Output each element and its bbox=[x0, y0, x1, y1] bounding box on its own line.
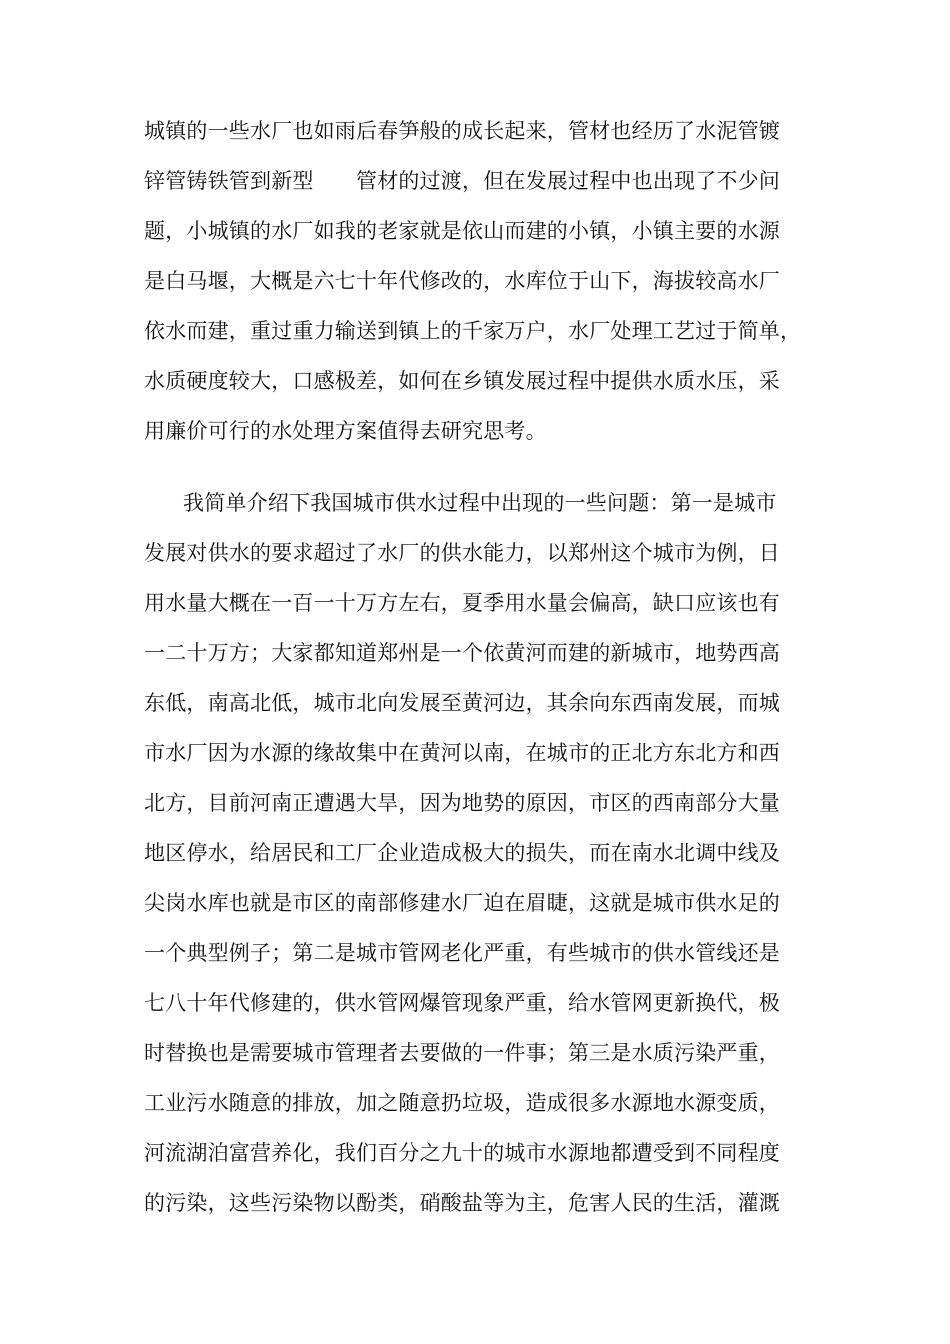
text-line: 城镇的一些水厂也如雨后春笋般的成长起来，管材也经历了水泥管镀 bbox=[144, 119, 780, 143]
text-line: 时替换也是需要城市管理者去要做的一件事；第三是水质污染严重， bbox=[144, 1041, 780, 1065]
text-line: 河流湖泊富营养化，我们百分之九十的城市水源地都遭受到不同程度 bbox=[144, 1141, 780, 1165]
text-line: 是白马堰，大概是六七十年代修改的，水库位于山下，海拔较高水厂 bbox=[144, 269, 780, 293]
text-line: 市水厂因为水源的缘故集中在黄河以南，在城市的正北方东北方和西 bbox=[144, 741, 780, 765]
text-line: 的污染，这些污染物以酚类，硝酸盐等为主，危害人民的生活，灌溉 bbox=[144, 1191, 780, 1215]
text-line: 工业污水随意的排放，加之随意扔垃圾，造成很多水源地水源变质， bbox=[144, 1091, 780, 1115]
text-line: 七八十年代修建的，供水管网爆管现象严重，给水管网更新换代，极 bbox=[144, 991, 780, 1015]
text-line: 水质硬度较大，口感极差，如何在乡镇发展过程中提供水质水压，采 bbox=[144, 369, 780, 393]
text-line: 依水而建，重过重力输送到镇上的千家万户，水厂处理工艺过于简单， bbox=[144, 319, 802, 343]
text-line: 地区停水，给居民和工厂企业造成极大的损失，而在南水北调中线及 bbox=[144, 841, 780, 865]
text-line: 用水量大概在一百一十万方左右，夏季用水量会偏高，缺口应该也有 bbox=[144, 591, 780, 615]
text-line: 东低，南高北低，城市北向发展至黄河边，其余向东西南发展，而城 bbox=[144, 691, 780, 715]
text-line: 用廉价可行的水处理方案值得去研究思考。 bbox=[144, 419, 547, 443]
text-line: 锌管铸铁管到新型 管材的过渡，但在发展过程中也出现了不少问 bbox=[144, 169, 780, 193]
text-line: 我简单介绍下我国城市供水过程中出现的一些问题：第一是城市 bbox=[183, 491, 777, 515]
text-line: 发展对供水的要求超过了水厂的供水能力，以郑州这个城市为例，日 bbox=[144, 541, 780, 565]
text-line: 题，小城镇的水厂如我的老家就是依山而建的小镇，小镇主要的水源 bbox=[144, 219, 780, 243]
text-line: 北方，目前河南正遭遇大旱，因为地势的原因，市区的西南部分大量 bbox=[144, 791, 780, 815]
text-line: 一二十万方；大家都知道郑州是一个依黄河而建的新城市，地势西高 bbox=[144, 641, 780, 665]
text-line: 一个典型例子；第二是城市管网老化严重，有些城市的供水管线还是 bbox=[144, 941, 780, 965]
text-line: 尖岗水库也就是市区的南部修建水厂迫在眉睫，这就是城市供水足的 bbox=[144, 891, 780, 915]
